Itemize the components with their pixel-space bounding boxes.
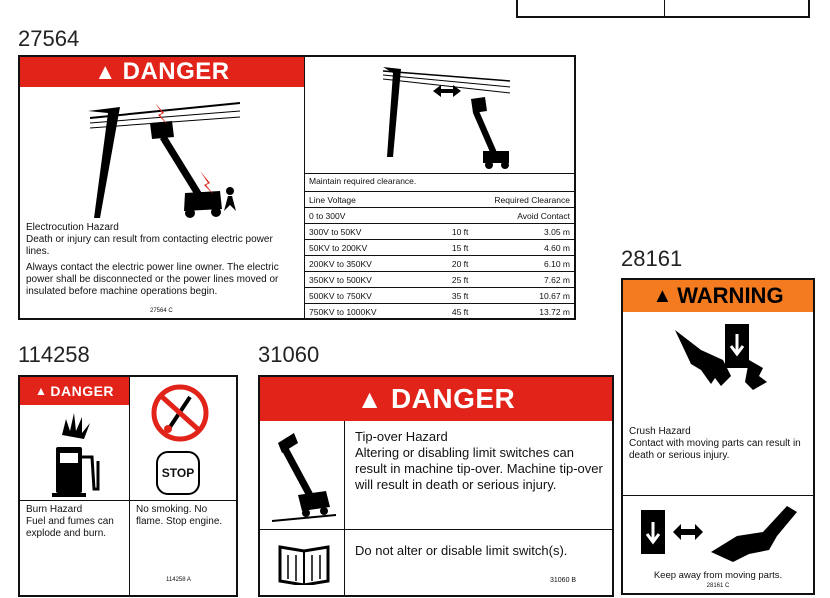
hazard-title: Tip-over Hazard bbox=[355, 429, 448, 444]
decal-28161 bbox=[621, 278, 815, 595]
crush-hand-icon bbox=[671, 320, 771, 410]
row-clearance-ft bbox=[431, 208, 472, 224]
row-voltage: 750KV to 1000KV bbox=[305, 304, 431, 320]
decal-27564-left bbox=[20, 57, 305, 318]
col-voltage: Line Voltage bbox=[305, 192, 431, 208]
row-voltage: 200KV to 350KV bbox=[305, 256, 431, 272]
row-voltage: 300V to 50KV bbox=[305, 224, 431, 240]
decal-31060 bbox=[258, 375, 614, 597]
row-clearance-ft: 10 ft bbox=[431, 224, 472, 240]
row-clearance-ft: 35 ft bbox=[431, 288, 472, 304]
decal-114258 bbox=[18, 375, 238, 597]
clearance-illustration-icon bbox=[375, 61, 515, 169]
danger-header bbox=[20, 377, 129, 405]
row-clearance-m: 3.05 m bbox=[472, 224, 574, 240]
alert-triangle-icon: ▲ bbox=[94, 59, 117, 84]
decal-27564 bbox=[18, 55, 576, 320]
col-clearance: Required Clearance bbox=[431, 192, 574, 208]
row-clearance-m: 6.10 m bbox=[472, 256, 574, 272]
row-voltage: 350KV to 500KV bbox=[305, 272, 431, 288]
signal-word: DANGER bbox=[390, 383, 516, 414]
row-voltage: 0 to 300V bbox=[305, 208, 431, 224]
label-code-small: 27564 C bbox=[150, 308, 173, 314]
label-code-small: 114258 A bbox=[166, 577, 191, 583]
danger-header bbox=[20, 57, 304, 87]
label-code-28161: 28161 bbox=[621, 246, 683, 271]
table-row bbox=[305, 240, 574, 256]
label-code-small: 28161 C bbox=[706, 583, 730, 589]
row-clearance-ft: 20 ft bbox=[431, 256, 472, 272]
row-clearance-ft: 25 ft bbox=[431, 272, 472, 288]
instruction-text: Always contact the electric power line owner. The electric power shall be disconnected or the power lines moved or insulated before machine operations begin. bbox=[26, 262, 279, 297]
tip-over-icon bbox=[268, 429, 338, 523]
row-clearance-ft: 45 ft bbox=[431, 304, 472, 320]
table-row bbox=[305, 304, 574, 320]
table-row bbox=[305, 208, 574, 224]
keep-away-icon bbox=[637, 502, 803, 568]
label-code-27564: 27564 bbox=[18, 26, 80, 51]
alert-triangle-icon: ▲ bbox=[652, 284, 673, 307]
label-code-small: 31060 B bbox=[550, 577, 577, 584]
table-row bbox=[305, 256, 574, 272]
clearance-table bbox=[305, 191, 574, 319]
label-code-31060: 31060 bbox=[258, 342, 320, 367]
hazard-text: Altering or disabling limit switches can result in machine tip-over. Machine tip-over will result in death or serious injury. bbox=[355, 445, 603, 492]
no-smoking-icon bbox=[150, 383, 210, 443]
hazard-title: Electrocution Hazard bbox=[26, 222, 119, 233]
row-clearance-ft: 15 ft bbox=[431, 240, 472, 256]
hazard-text: Contact with moving parts can result in death or serious injury. bbox=[629, 438, 801, 461]
signal-word: DANGER bbox=[122, 58, 230, 85]
warning-header bbox=[623, 280, 813, 312]
hazard-title: Crush Hazard bbox=[629, 426, 691, 437]
row-voltage: 50KV to 200KV bbox=[305, 240, 431, 256]
signal-word: DANGER bbox=[50, 383, 115, 399]
table-row bbox=[305, 288, 574, 304]
manual-book-icon bbox=[276, 541, 332, 585]
signal-word: WARNING bbox=[677, 283, 784, 308]
row-clearance-m: 4.60 m bbox=[472, 240, 574, 256]
decal-27564-right bbox=[305, 57, 574, 318]
row-clearance-m: 10.67 m bbox=[472, 288, 574, 304]
row-clearance-m: Avoid Contact bbox=[472, 208, 574, 224]
top-partial-box bbox=[516, 0, 810, 18]
fuel-pump-explosion-icon bbox=[38, 413, 110, 497]
row-clearance-m: 7.62 m bbox=[472, 272, 574, 288]
table-row bbox=[305, 272, 574, 288]
hazard-text: Death or injury can result from contacting electric power lines. bbox=[26, 234, 273, 257]
table-title: Maintain required clearance. bbox=[305, 173, 574, 191]
alert-triangle-icon: ▲ bbox=[356, 383, 383, 414]
instruction-text: No smoking. No flame. Stop engine. bbox=[136, 504, 223, 527]
instruction-text: Keep away from moving parts. bbox=[653, 570, 783, 581]
table-row bbox=[305, 224, 574, 240]
instruction-text: Do not alter or disable limit switch(s). bbox=[355, 543, 568, 558]
hazard-text: Burn Hazard Fuel and fumes can explode and burn. bbox=[26, 504, 114, 539]
alert-triangle-icon: ▲ bbox=[34, 384, 48, 398]
row-voltage: 500KV to 750KV bbox=[305, 288, 431, 304]
stop-text: STOP bbox=[161, 466, 195, 480]
danger-header bbox=[260, 377, 612, 421]
label-code-114258: 114258 bbox=[18, 342, 90, 367]
electrocution-illustration-icon bbox=[80, 93, 250, 218]
stop-sign-icon bbox=[156, 451, 200, 495]
row-clearance-m: 13.72 m bbox=[472, 304, 574, 320]
